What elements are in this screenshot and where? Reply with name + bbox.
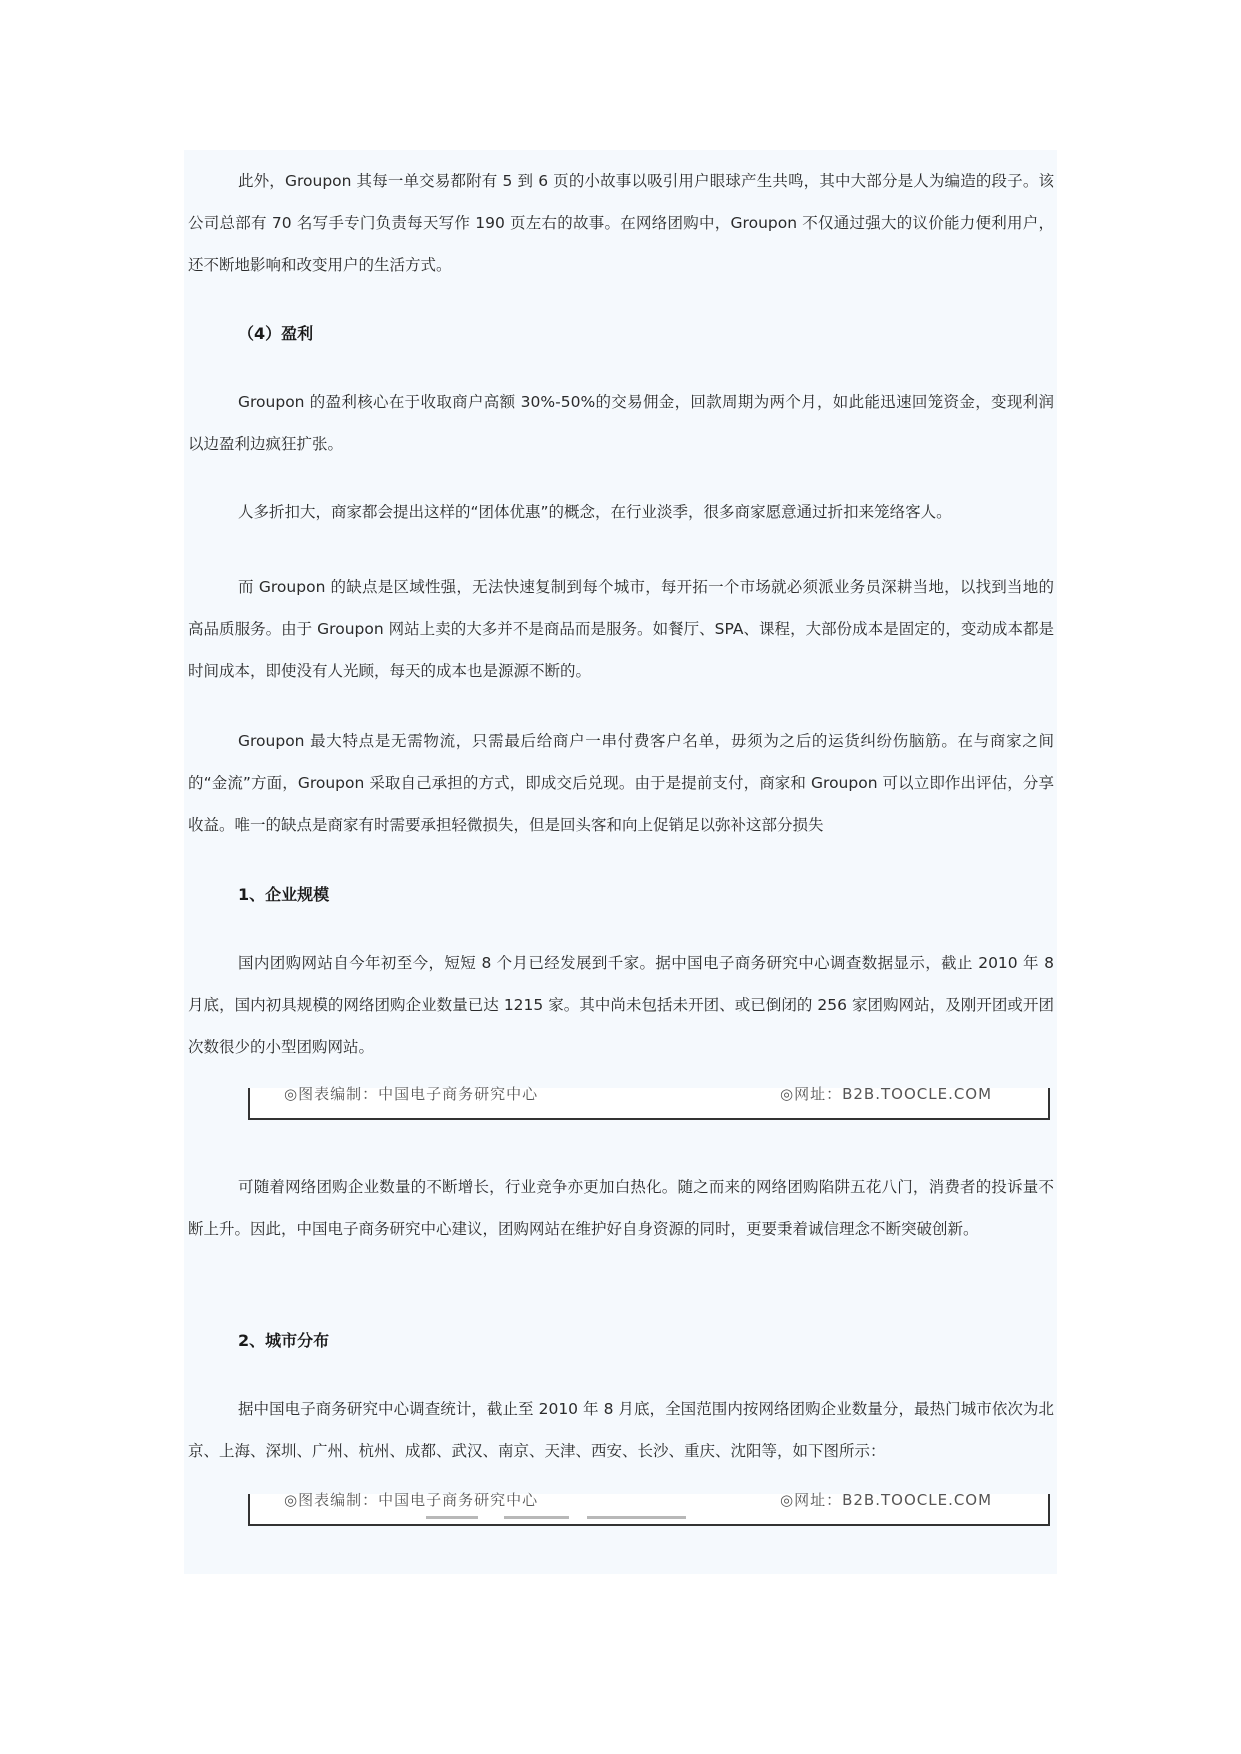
chart-source-credit: ◎图表编制：中国电子商务研究中心 (284, 1491, 539, 1509)
chart-source-credit: ◎图表编制：中国电子商务研究中心 (284, 1085, 539, 1103)
paragraph-domestic-sites: 国内团购网站自今年初至今，短短 8 个月已经发展到千家。据中国电子商务研究中心调查数据显示，截止 2010 年 8 月底，国内初具规模的网络团购企业数量已达 1215 家。其中尚未包括未开团、或已倒闭的 256 家团购网站，及刚开团或开团次数很少的小型团购网站。 (188, 954, 1054, 1056)
paragraph-groupon-stories: 此外，Groupon 其每一单交易都附有 5 到 6 页的小故事以吸引用户眼球产生共鸣，其中大部分是人为编造的段子。该公司总部有 70 名写手专门负责每天写作 190 页左右的故事。在网络团购中，Groupon 不仅通过强大的议价能力便利用户，还不断地影响和改变用户的生活方式。 (188, 172, 1054, 274)
paragraph-competition: 可随着网络团购企业数量的不断增长，行业竞争亦更加白热化。随之而来的网络团购陷阱五花八门，消费者的投诉量不断上升。因此，中国电子商务研究中心建议，团购网站在维护好自身资源的同时，更要秉着诚信理念不断突破创新。 (188, 1178, 1054, 1238)
paragraph-city-stats: 据中国电子商务研究中心调查统计，截止至 2010 年 8 月底，全国范围内按网络团购企业数量分，最热门城市依次为北京、上海、深圳、广州、杭州、成都、武汉、南京、天津、西安、长沙、重庆、沈阳等，如下图所示： (188, 1400, 1054, 1460)
chart-url-credit: ◎网址：B2B.TOOCLE.COM (780, 1491, 993, 1509)
chart-url-credit: ◎网址：B2B.TOOCLE.COM (780, 1085, 993, 1103)
paragraph-groupon-weakness: 而 Groupon 的缺点是区域性强，无法快速复制到每个城市，每开拓一个市场就必须派业务员深耕当地，以找到当地的高品质服务。由于 Groupon 网站上卖的大多并不是商品而是服务。如餐厅、SPA、课程，大部份成本是固定的，变动成本都是时间成本，即使没有人光顾，每天的成本也是源源不断的。 (188, 578, 1054, 680)
chart-image-residue (426, 1516, 686, 1519)
paragraph-profit-core: Groupon 的盈利核心在于收取商户高额 30%-50%的交易佣金，回款周期为两个月，如此能迅速回笼资金，变现利润以边盈利边疯狂扩张。 (188, 393, 1054, 453)
paragraph-group-discount: 人多折扣大，商家都会提出这样的“团体优惠”的概念，在行业淡季，很多商家愿意通过折扣来笼络客人。 (238, 503, 952, 521)
paragraph-groupon-features: Groupon 最大特点是无需物流，只需最后给商户一串付费客户名单，毋须为之后的运货纠纷伤脑筋。在与商家之间的“金流”方面，Groupon 采取自己承担的方式，即成交后兑现。由于是提前支付，商家和 Groupon 可以立即作出评估，分享收益。唯一的缺点是商家有时需要承担轻微损失，但是回头客和向上促销足以弥补这部分损失 (188, 732, 1054, 834)
heading-profit: （4）盈利 (238, 324, 314, 343)
chart-image-fragment (248, 1491, 1050, 1526)
chart-image-fragment (248, 1085, 1050, 1120)
heading-city-distribution: 2、城市分布 (238, 1331, 330, 1350)
heading-enterprise-scale: 1、企业规模 (238, 885, 330, 904)
